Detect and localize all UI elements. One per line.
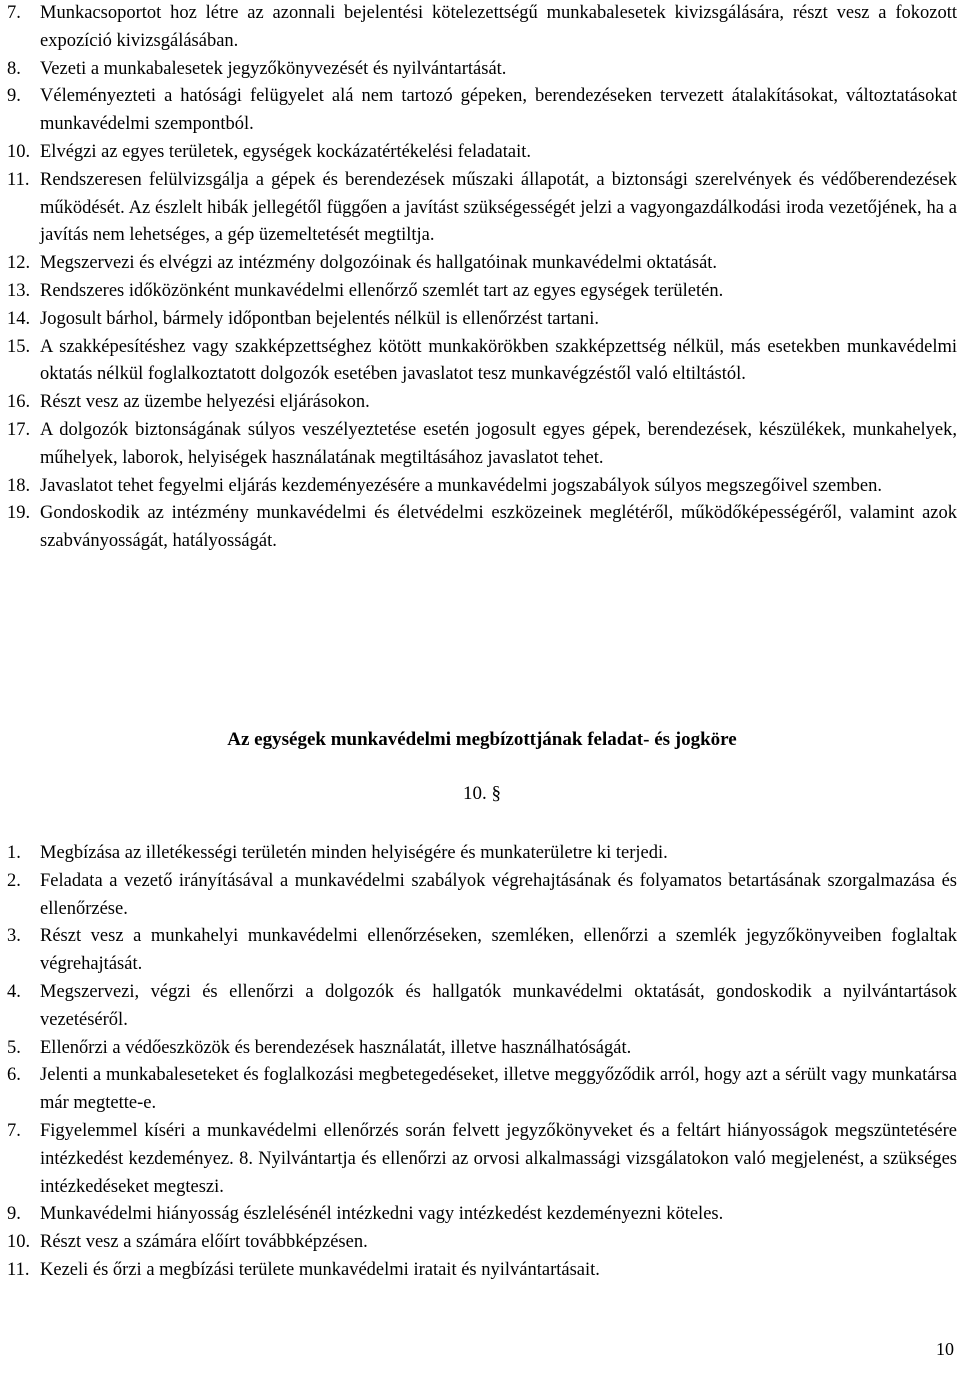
item-text: Jogosult bárhol, bármely időpontban bejelentés nélkül is ellenőrzést tartani.	[40, 308, 599, 329]
item-text: Munkacsoportot hoz létre az azonnali bejelentési kötelezettségű munkabalesetek kivizsgálására, részt vesz a fokozott expozíció kivizsgálásában.	[40, 3, 957, 51]
item-number: 3.	[7, 926, 21, 947]
list-item	[7, 840, 957, 868]
item-text: Rendszeres időközönként munkavédelmi ellenőrző szemlét tart az egyes egységek területén.	[40, 280, 724, 301]
item-number: 6.	[7, 1065, 21, 1086]
item-number: 19.	[7, 503, 31, 524]
item-number: 13.	[7, 280, 31, 301]
list-item	[7, 1257, 957, 1285]
page-number: 10	[936, 1339, 954, 1359]
item-number: 2.	[7, 870, 21, 891]
item-number: 11.	[7, 169, 30, 190]
item-text: Munkavédelmi hiányosság észlelésénél intézkedni vagy intézkedést kezdeményezni köteles.	[40, 1204, 724, 1225]
item-text: Véleményezteti a hatósági felügyelet alá nem tartozó gépeken, berendezéseken tervezett átalakításokat, változtatásokat munkavédelmi szempontból.	[40, 86, 957, 135]
item-number: 4.	[7, 981, 21, 1002]
item-text: Részt vesz a számára előírt továbbképzésen.	[40, 1232, 368, 1253]
list-item	[7, 139, 957, 167]
item-text: Feladata a vezető irányításával a munkavédelmi szabályok végrehajtásának és folyamatos betartásának szorgalmazása és ellenőrzése.	[40, 870, 957, 919]
list-item	[7, 1035, 957, 1063]
list-item	[7, 334, 957, 390]
duties-list-bottom	[7, 840, 957, 1285]
item-number: 9.	[7, 1204, 21, 1225]
list-item	[7, 250, 957, 278]
item-number: 7.	[7, 3, 21, 23]
item-text: Ellenőrzi a védőeszközök és berendezések használatát, illetve használhatóságát.	[40, 1037, 632, 1058]
list-item	[7, 417, 957, 473]
list-item	[7, 979, 957, 1035]
item-number: 15.	[7, 336, 31, 357]
item-text: Részt vesz az üzembe helyezési eljárásokon.	[40, 392, 370, 413]
item-text: A dolgozók biztonságának súlyos veszélyeztetése esetén jogosult egyes gépek, berendezések, készülékek, munkahelyek, műhelyek, laborok, helyiségek használatának megtiltásához javaslatot tehet.	[40, 419, 957, 468]
list-item	[7, 1118, 957, 1201]
list-item	[7, 500, 957, 556]
item-number: 10.	[7, 1232, 31, 1253]
list-item	[7, 1229, 957, 1257]
item-number: 8.	[7, 58, 21, 79]
list-item	[7, 389, 957, 417]
item-text: Megbízása az illetékességi területén minden helyiségére és munkaterületre ki terjedi.	[40, 843, 668, 863]
item-number: 14.	[7, 308, 31, 329]
item-number: 16.	[7, 392, 31, 413]
list-item	[7, 1201, 957, 1229]
item-text: Jelenti a munkabaleseteket és foglalkozási megbetegedéseket, illetve meggyőződik arról, hogy azt a sérült vagy munkatársa már megtette-e.	[40, 1065, 957, 1114]
item-number: 1.	[7, 843, 21, 863]
list-item	[7, 167, 957, 250]
list-item	[7, 56, 957, 84]
item-number: 12.	[7, 253, 31, 274]
list-item	[7, 306, 957, 334]
item-text: Megszervezi és elvégzi az intézmény dolgozóinak és hallgatóinak munkavédelmi oktatását.	[40, 253, 718, 274]
item-number: 11.	[7, 1259, 30, 1280]
item-text: A szakképesítéshez vagy szakképzettséghez kötött munkakörökben szakképzettség nélkül, más esetekben munkavédelmi oktatás nélkül foglalkoztatott dolgozók esetében javaslatot tesz munkavégzéstől való eltiltástól.	[40, 336, 957, 385]
item-number: 7.	[7, 1120, 21, 1141]
list-item	[7, 0, 957, 56]
item-text: Javaslatot tehet fegyelmi eljárás kezdeményezésére a munkavédelmi jogszabályok súlyos megszegőivel szemben.	[40, 475, 882, 496]
list-item	[7, 923, 957, 979]
section-number: 10. §	[463, 783, 501, 804]
item-number: 10.	[7, 141, 31, 162]
duties-list-top	[7, 0, 957, 556]
item-number: 17.	[7, 419, 31, 440]
item-text: Rendszeresen felülvizsgálja a gépek és berendezések műszaki állapotát, a biztonsági szerelvények és védőberendezések működését. Az észlelt hibák jellegétől függően a javítást szükségességét jelzi a vagyongazdálkodási iroda vezetőjének, ha a javítás nem lehetséges, a gép üzemeltetését megtiltja.	[40, 169, 957, 246]
section-heading: Az egységek munkavédelmi megbízottjának feladat- és jogköre	[227, 729, 737, 750]
list-item	[7, 473, 957, 501]
item-text: Megszervezi, végzi és ellenőrzi a dolgozók és hallgatók munkavédelmi oktatását, gondoskodik a nyilvántartások vezetéséről.	[40, 981, 957, 1030]
list-item	[7, 1062, 957, 1118]
list-item	[7, 83, 957, 139]
item-number: 18.	[7, 475, 31, 496]
item-number: 5.	[7, 1037, 21, 1058]
item-text: Gondoskodik az intézmény munkavédelmi és életvédelmi eszközeinek meglétéről, működőképességéről, valamint azok szabványosságát, hatályosságát.	[40, 503, 957, 552]
list-item	[7, 278, 957, 306]
item-text: Vezeti a munkabalesetek jegyzőkönyvezését és nyilvántartását.	[40, 58, 507, 79]
item-text: Kezeli és őrzi a megbízási területe munkavédelmi iratait és nyilvántartásait.	[40, 1259, 600, 1280]
item-text: Részt vesz a munkahelyi munkavédelmi ellenőrzéseken, szemléken, ellenőrzi a szemlék jegyzőkönyveiben foglaltak végrehajtását.	[40, 926, 957, 975]
list-item	[7, 868, 957, 924]
item-text: Elvégzi az egyes területek, egységek kockázatértékelési feladatait.	[40, 141, 532, 162]
item-text: Figyelemmel kíséri a munkavédelmi ellenőrzés során felvett jegyzőkönyveket és a feltárt hiányosságok megszüntetésére intézkedést kezdeményez. 8. Nyilvántartja és ellenőrzi az orvosi alkalmassági vizsgálatokon való megjelenést, a szükséges intézkedéseket megteszi.	[40, 1120, 957, 1197]
item-number: 9.	[7, 86, 21, 107]
